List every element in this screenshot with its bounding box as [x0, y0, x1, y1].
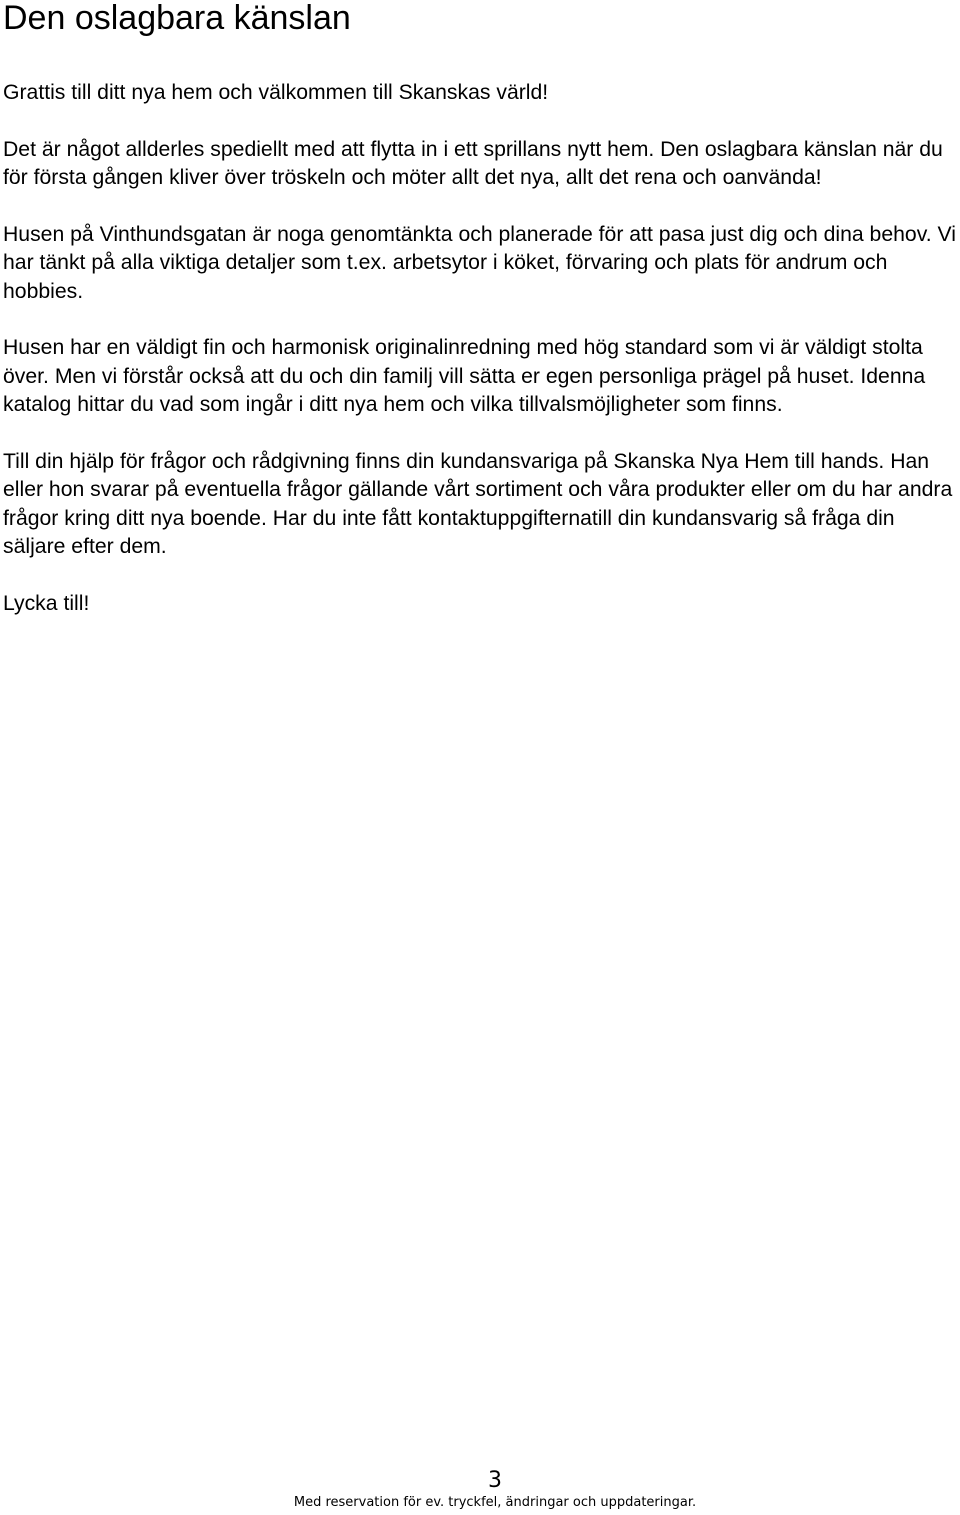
paragraph-interior: Husen har en väldigt fin och harmonisk originalinredning med hög standard som vi är väldigt stolta över. Men vi förstår också att du och din familj vill sätta er egen personliga prägel på huset. Idenna katalog hittar du vad som ingår i ditt nya hem och vilka tillvalsmöjligheter som finns. — [3, 336, 926, 416]
paragraph-closing: Lycka till! — [3, 591, 90, 615]
page-number: 3 — [488, 1468, 502, 1493]
footer-note: Med reservation för ev. tryckfel, ändringar och uppdateringar. — [293, 1495, 697, 1510]
document-body — [3, 79, 960, 646]
paragraph-greeting: Grattis till ditt nya hem och välkommen till Skanskas värld! — [3, 81, 549, 104]
paragraph-houses: Husen på Vinthundsgatan är noga genomtänkta och planerade för att pasa just dig och dina behov. Vi har tänkt på alla viktiga detaljer som t.ex. arbetsytor i köket, förvaring och plats för andrum och hobbies. — [3, 222, 956, 303]
page-title: Den oslagbara känslan — [3, 0, 351, 37]
paragraph-intro: Det är något allderles spediellt med att flytta in i ett sprillans nytt hem. Den oslagbara känslan när du för första gången kliver över tröskeln och möter allt det nya, allt det rena och oanvända! — [3, 137, 943, 189]
paragraph-help: Till din hjälp för frågor och rådgivning finns din kundansvariga på Skanska Nya Hem till hands. Han eller hon svarar på eventuella frågor gällande vårt sortiment och våra produkter eller om du har andra frågor kring ditt nya boende. Har du inte fått kontaktuppgifternatill din kundansvarig så fråga din säljare efter dem. — [3, 449, 953, 558]
